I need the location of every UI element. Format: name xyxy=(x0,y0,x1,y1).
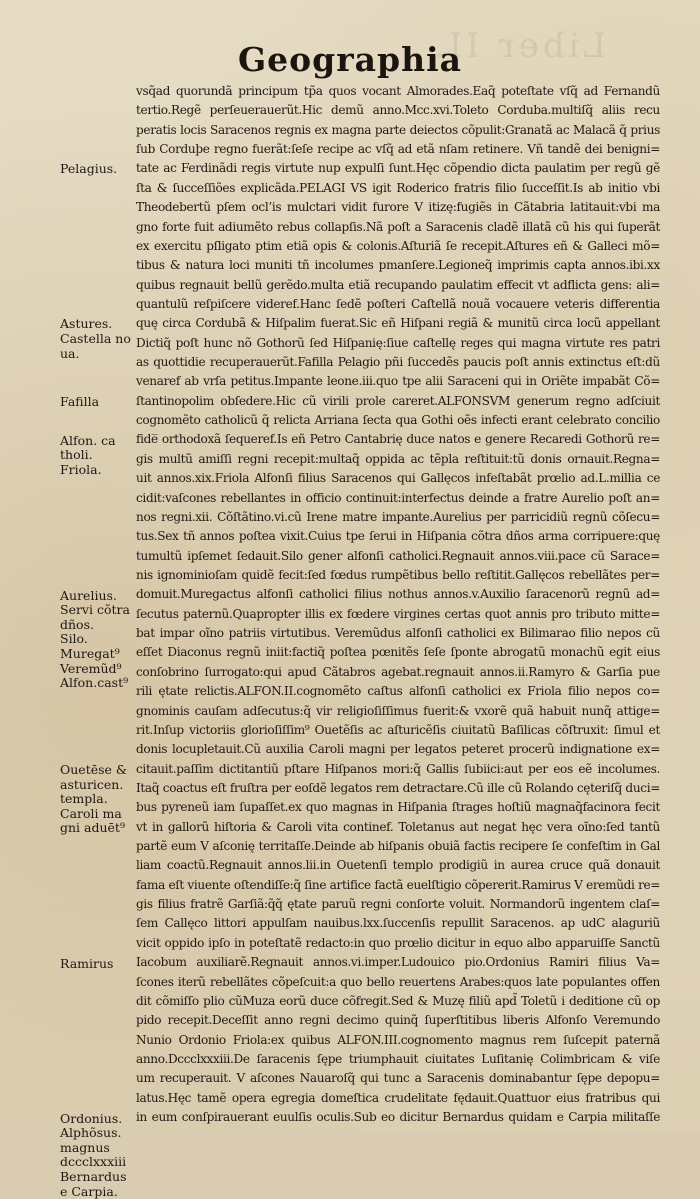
text-line: ſta & ſucceſſiões explicãda.PELAGI VS igit Roderico fratris filio ſucceſſit.Is ab initio vbi xyxy=(136,180,660,195)
marginal-note: Alfon. ca tholi. Friola. xyxy=(60,432,116,477)
text-line: vsq̃ad quorundã principum tp̃a quos vocant Almorades.Eaq̃ poteſtate vſq̃ ad Fernandũ xyxy=(136,84,660,98)
text-line: donis locupletauit.Cũ auxilia Caroli magni per legatos peteret procerũ indignatione ex= xyxy=(136,742,660,757)
text-line: ſem Callęco littori appulſam nauibus.lxx.ſuccenſis repullit Saracenos. ap udC alaguriũ xyxy=(136,916,660,931)
text-line: Iacobum auxiliarẽ.Regnauit annos.vi.imper.Ludouico pio.Ordonius Ramiri filius Va= xyxy=(136,955,660,970)
text-line: bat impar oĩno patriis virtutibus. Veremũdus alfonſi catholici ex Bilimarao filio nepos cũ xyxy=(136,626,660,641)
text-line: nos regni.xii. Cõſtãtino.vi.cũ Irene matre impante.Aurelius per parricidiũ regnũ cõſecu= xyxy=(136,509,660,524)
text-line: gno forte fuit adiumẽto rebus collapſis.Nã poſt a Saracenis cladẽ illatã cũ his qui ſuperãt xyxy=(136,219,660,234)
marginal-note: Astures. Castella no ua. xyxy=(60,316,131,361)
text-line: vicit oppido ipſo in poteſtatẽ redacto:in quo prœlio dicitur in equo albo apparuiſſe Sanctũ xyxy=(136,935,660,950)
text-line: partẽ eum V aſconię territaſſe.Deinde ab hiſpanis obuiã factis recipere ſe confeſtim in Gal xyxy=(136,839,660,854)
text-line: as quottidie recuperauerũt.Fafilla Pelagio pñi ſuccedẽs paucis poſt annis extinctus eſt:dũ xyxy=(136,355,660,370)
text-line: domuit.Muregactus alfonſi catholici filius nothus annos.v.Auxilio ſaracenorũ regnũ ad= xyxy=(136,587,660,602)
marginal-note: Pelagius. xyxy=(60,161,118,177)
text-line: quibus regnauit bellũ gerẽdo.multa etiã recupando paulatim effecit vt adflicta gens: ali= xyxy=(136,277,660,292)
text-line: tus.Sex tñ annos poſtea vixit.Cuius tpe ſerui in Hiſpania cõtra dños arma corripuere:quę xyxy=(136,529,660,544)
marginal-note: Fafilla xyxy=(60,393,100,409)
marginal-note: Aurelius. Servi cõtra dños. Silo. Muregat⁹ Veremũd⁹ Alfon.cast⁹ xyxy=(60,587,130,691)
text-line: tate ac Ferdinãdi regis virtute nup expulſi ſunt.Hęc cõpendio dicta paulatim per regũ gẽ xyxy=(136,161,660,176)
text-line: liam coactũ.Regnauit annos.lii.in Ouetenſi templo prodigiũ in aurea cruce quã donauit xyxy=(136,858,660,873)
text-line: gis multũ amiſſi regni recepit:multaq̃ oppida ac tẽpla reſtituit:tũ donis ornauit.Regna= xyxy=(136,451,660,466)
text-line: dit cõmiſſo plio cũMuza eorũ duce cõfregit.Sed & Muzę filiũ apd̃ Toletũ i deditione cũ op xyxy=(136,993,660,1008)
text-line: rit.Inſup victoriis glorioſiſſim⁹ Ouetẽſis ac aſturicẽſis ciuitatũ Baſilicas cõſtruxit: ſimul et xyxy=(136,722,660,737)
text-line: fama eſt viuente oſtendiſſe:q̃ ſine artifice factã euelſtigio cõpererit.Ramirus V eremũdi re= xyxy=(136,877,661,892)
text-line: in eum conſpirauerant euulſis oculis.Sub eo dicitur Bernardus quidam e Carpia militaſſe xyxy=(136,1110,660,1125)
text-line: um recuperauit. V aſcones Nauaroſq̃ qui tunc a Saracenis dominabantur ſępe depopu= xyxy=(136,1071,660,1086)
text-line: ſtantinopolim obſedere.Hic cũ virili prole careret.ALFONSVM generum regno adſciuit xyxy=(136,393,660,408)
text-line: tumultũ ipſemet ſedauit.Silo gener alfonſi catholici.Regnauit annos.viii.pace cũ Sarace= xyxy=(136,548,660,563)
text-line: rili ętate relictis.ALFON.II.cognomẽto caſtus alfonſi catholici ex Friola filio nepos co= xyxy=(136,684,660,699)
text-line: latus.Hęc tamẽ opera egregia domeſtica crudelitate fędauit.Quattuor eius fratribus qui xyxy=(136,1090,660,1105)
text-line: Theodebertũ pſem ocl’is mulctari vidit furore V itizę:fugiẽs in Cãtabria latitauit:vbi ma xyxy=(136,200,660,215)
text-line: peratis locis Saracenos regnis ex magna parte deiectos cõpulit:Granatã ac Malacã q̃ prius xyxy=(136,122,660,137)
text-line: venaref ab vrſa petitus.Impante leone.iii.quo tpe alii Saraceni qui in Oriẽte impabãt Cõ= xyxy=(136,374,660,389)
body-text xyxy=(136,82,660,1127)
text-line: gis filius fratrẽ Garſiã:q̃q̃ ętate paruũ regni conſorte voluit. Normandorũ ingentem claſ= xyxy=(136,897,660,912)
text-line: nis ignominioſam quidẽ fecit:ſed fœdus rumpẽtibus bello reſtitit.Gallęcos rebellãtes per= xyxy=(136,567,660,582)
text-line: cognomẽto catholicũ q̃ relicta Arriana ſecta qua Gothi oẽs infecti erant celebrato concilio xyxy=(136,413,660,428)
text-line: tibus & natura loci muniti tñ incolumes pmanſere.Legioneq̃ imprimis capta annos.ibi.xx xyxy=(136,258,660,273)
text-line: ſcones iterũ rebellãtes cõpeſcuit:a quo bello reuertens Arabes:quos late populantes offen xyxy=(136,974,660,989)
text-line: Itaq̃ coactus eſt fruſtra per eoſdẽ legatos rem detractare.Cũ ille cũ Rolando cęteriſq̃ duci= xyxy=(136,780,660,795)
text-line: Nunio Ordonio Friola:ex quibus ALFON.III.cognomento magnus rem ſuſcepit paternã xyxy=(136,1032,660,1047)
text-line: citauit.paſſim dictitantiũ pſtare Hiſpanos mori:q̃ Gallis ſubiici:aut per eos eẽ incolumes. xyxy=(136,761,660,776)
marginal-note: Ouetēse & asturicen. templa. Caroli ma gni aduēt⁹ xyxy=(60,761,128,836)
text-line: bus pyreneũ iam ſupaſſet.ex quo magnas in Hiſpania ſtrages hoſtiũ magnaq̃facinora fecit xyxy=(136,800,660,815)
text-line: quę circa Cordubã & Hiſpalim fuerat.Sic eñ Hiſpani regiã & munitũ circa locũ appellant xyxy=(136,316,660,331)
text-line: eſſet Diaconus regnũ iniit:factiq̃ poſtea pœnitẽs ſeſe ſponte abrogatũ monachũ egit eius xyxy=(136,645,660,660)
text-line: anno.Dccclxxxiii.De ſaracenis ſępe triumphauit ciuitates Luſitanię Colimbricam & viſe xyxy=(136,1051,660,1066)
text-line: cidit:vaſcones rebellantes in officio continuit:interfectus deinde a fratre Aurelio poſt an= xyxy=(136,490,660,505)
marginal-note: Ordonius. Alphõsus. magnus dccclxxxiii Bernardus e Carpia. xyxy=(60,1110,127,1199)
text-line: ſub Corduþe regno fuerãt:ſeſe recipe ac vſq̃ ad etã nſam retinere. Vñ tandẽ dei benigni= xyxy=(136,142,660,157)
text-line: quantulũ reſpiſcere videref.Hanc ſedẽ poſteri Caſtellã nouã vocauere veteris differentia xyxy=(136,296,660,311)
text-line: vt in gallorũ hiſtoria & Caroli vita continef. Toletanus aut negat hęc vera oĩno:ſed tantũ xyxy=(136,819,660,834)
text-line: ſecutus paternũ.Quapropter illis ex fœdere virgines certas quot annis pro tributo mitte= xyxy=(136,606,660,621)
text-line: ex exercitu pſligato ptim etiã opis & colonis.Aſturiã ſe recepit.Aſtures eñ & Galleci mõ= xyxy=(136,238,660,253)
text-line: gnominis cauſam adſecutus:q̃ vir religioſiſſimus fuerit:& vxorẽ quã habuit nunq̃ attige= xyxy=(136,703,660,718)
text-line: tertio.Regẽ perſeuerauerũt.Hic demũ anno.Mcc.xvi.Toleto Corduba.multiſq̃ aliis recu xyxy=(136,103,660,118)
running-head: Geographia xyxy=(237,40,463,79)
text-line: conſobrino ſurrogato:qui apud Cãtabros agebat.regnauit annos.ii.Ramyro & Garſia pue xyxy=(136,664,660,679)
text-line: pido recepit.Deceſſit anno regni decimo quinq̃ ſuperſtitibus liberis Alfonſo Veremundo xyxy=(136,1013,660,1028)
text-line: uit annos.xix.Friola Alfonſi filius Saracenos qui Gallęcos infeſtabãt prœlio ad.L.millia ce xyxy=(136,471,660,486)
text-line: fide̅ orthodoxã ſequeref.Is eñ Petro Cantabrię duce natos e genere Recaredi Gothorũ re= xyxy=(136,432,660,447)
bleed-through-heading: Liber II. xyxy=(430,26,607,66)
text-line: Dictiq̃ poſt hunc nõ Gothorũ ſed Hiſpanię:ſiue caſtellę reges qui magna virtute res patri xyxy=(136,335,660,350)
marginal-note: Ramirus xyxy=(60,955,114,971)
